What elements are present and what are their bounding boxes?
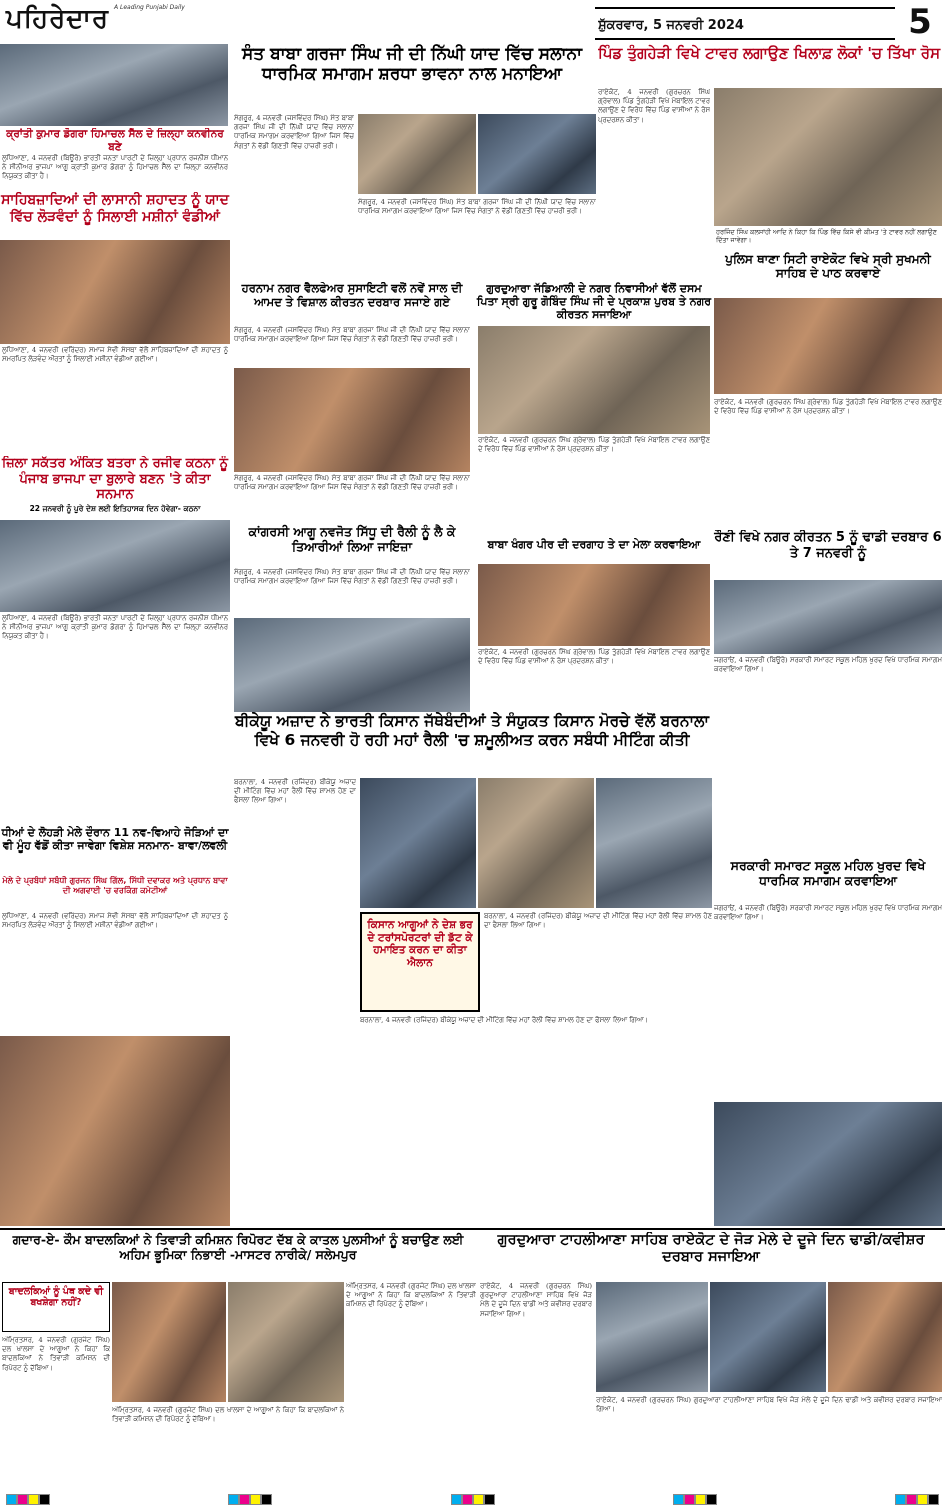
photo-tower-protest — [714, 88, 942, 226]
cmyk-swatch — [261, 1494, 272, 1505]
article-nagar-kirtan: ਰਾਏਕੋਟ, 4 ਜਨਵਰੀ (ਗੁਰਚਰਨ ਸਿੰਘ ਗ੍ਰੇਵਾਲ) ਪਿੰਡ ਤੁੰਗਹੇੜੀ ਵਿਖੇ ਮੋਬਾਇਲ ਟਾਵਰ ਲਗਾਉਣ ਦੇ ਵਿਰੋਧ ਵਿੱਚ ਪਿੰਡ ਵਾਸੀਆਂ ਨੇ ਰੋਸ ਪ੍ਰਦਰਸ਼ਨ ਕੀਤਾ। — [478, 436, 710, 454]
article-tiwari-right: ਅੰਮ੍ਰਿਤਸਰ, 4 ਜਨਵਰੀ (ਗੁਰਜੰਟ ਸਿੰਘ) ਦਲ ਖਾਲਸਾ ਦੇ ਆਗੂਆਂ ਨੇ ਕਿਹਾ ਕਿ ਬਾਦਲਕਿਆਂ ਨੇ ਤਿਵਾੜੀ ਕਮਿਸ਼ਨ ਦੀ ਰਿਪੋਰਟ ਨੂੰ ਦੱਬਿਆ। — [346, 1282, 476, 1309]
photo-garja-samagam-1 — [358, 114, 476, 194]
headline-left-4: ਧੀਆਂ ਦੇ ਲੋਹੜੀ ਮੇਲੇ ਦੌਰਾਨ 11 ਨਵ-ਵਿਆਹੇ ਜੋੜਿਆਂ ਦਾ ਵੀ ਮੂੰਹ ਵੱਡੋਂ ਕੀਤਾ ਜਾਵੇਗਾ ਵਿਸ਼ੇਸ਼ ਸਨਮਾਨ- ਬਾਵਾ/ਲਵਲੀ — [1, 826, 229, 853]
article-sukhmani: ਰਾਏਕੋਟ, 4 ਜਨਵਰੀ (ਗੁਰਚਰਨ ਸਿੰਘ ਗ੍ਰੇਵਾਲ) ਪਿੰਡ ਤੁੰਗਹੇੜੀ ਵਿਖੇ ਮੋਬਾਇਲ ਟਾਵਰ ਲਗਾਉਣ ਦੇ ਵਿਰੋਧ ਵਿੱਚ ਪਿੰਡ ਵਾਸੀਆਂ ਨੇ ਰੋਸ ਪ੍ਰਦਰਸ਼ਨ ਕੀਤਾ। — [714, 398, 942, 416]
photo-sewing-machines — [0, 240, 230, 344]
headline-mid-1: ਹਰਨਾਮ ਨਗਰ ਵੈਲਫੇਅਰ ਸੁਸਾਇਟੀ ਵਲੋਂ ਨਵੇਂ ਸਾਲ ਦੀ ਆਮਦ ਤੇ ਵਿਸ਼ਾਲ ਕੀਰਤਨ ਦਰਬਾਰ ਸਜਾਏ ਗਏ — [241, 282, 463, 309]
photo-dogra-group — [0, 44, 228, 126]
article-tiwari-cont: ਅੰਮ੍ਰਿਤਸਰ, 4 ਜਨਵਰੀ (ਗੁਰਜੰਟ ਸਿੰਘ) ਦਲ ਖਾਲਸਾ ਦੇ ਆਗੂਆਂ ਨੇ ਕਿਹਾ ਕਿ ਬਾਦਲਕਿਆਂ ਨੇ ਤਿਵਾੜੀ ਕਮਿਸ਼ਨ ਦੀ ਰਿਪੋਰਟ ਨੂੰ ਦੱਬਿਆ। — [112, 1406, 344, 1424]
cmyk-swatch — [684, 1494, 695, 1505]
photo-sidhu-rally — [234, 618, 470, 712]
photo-dhadi-darbar-2 — [710, 1282, 826, 1392]
cmyk-mark — [673, 1494, 717, 1505]
cmyk-swatch — [917, 1494, 928, 1505]
headline-mid-4: ਬਾਬਾ ਖੰਗਰ ਪੀਰ ਦੀ ਦਰਗਾਹ ਤੇ ਦਾ ਮੇਲਾ ਕਰਵਾਇਆ — [487, 538, 701, 551]
photo-garja-samagam-2 — [478, 114, 596, 194]
headline-right-1: ਪੁਲਿਸ ਥਾਣਾ ਸਿਟੀ ਰਾਏਕੋਟ ਵਿਖੇ ਸ੍ਰੀ ਸੁਖਮਨੀ ਸਾਹਿਬ ਦੇ ਪਾਠ ਕਰਵਾਏ — [725, 252, 931, 281]
headline-left-3-sub: 22 ਜਨਵਰੀ ਨੂੰ ਪੂਰੇ ਦੇਸ਼ ਲਈ ਇਤਿਹਾਸਕ ਦਿਨ ਹੋਵੇਗਾ- ਕਠਨਾ — [29, 504, 201, 513]
cmyk-mark — [228, 1494, 272, 1505]
cmyk-registration-strip — [0, 1494, 945, 1507]
headline-right-3: ਸਰਕਾਰੀ ਸਮਾਰਟ ਸਕੂਲ ਮਹਿਲ ਖੁਰਦ ਵਿਖੇ ਧਾਰਮਿਕ ਸਮਾਗਮ ਕਰਵਾਇਆ — [730, 858, 926, 888]
masthead-rule-bottom — [595, 38, 895, 40]
cmyk-mark — [451, 1494, 495, 1505]
photo-bkyu-meeting-2 — [478, 778, 594, 908]
cmyk-swatch — [673, 1494, 684, 1505]
photo-dhadi-darbar-1 — [596, 1282, 708, 1392]
cmyk-swatch — [228, 1494, 239, 1505]
article-tiwari-commission: ਅੰਮ੍ਰਿਤਸਰ, 4 ਜਨਵਰੀ (ਗੁਰਜੰਟ ਸਿੰਘ) ਦਲ ਖਾਲਸਾ ਦੇ ਆਗੂਆਂ ਨੇ ਕਿਹਾ ਕਿ ਬਾਦਲਕਿਆਂ ਨੇ ਤਿਵਾੜੀ ਕਮਿਸ਼ਨ ਦੀ ਰਿਪੋਰਟ ਨੂੰ ਦੱਬਿਆ। — [2, 1336, 110, 1372]
article-sewing: ਲੁਧਿਆਣਾ, 4 ਜਨਵਰੀ (ਵਰਿੰਦਰ) ਸਮਾਜ ਸੇਵੀ ਸੰਸਥਾ ਵੱਲੋਂ ਸਾਹਿਬਜ਼ਾਦਿਆਂ ਦੀ ਸ਼ਹਾਦਤ ਨੂੰ ਸਮਰਪਿਤ ਲੋੜਵੰਦ ਔਰਤਾਂ ਨੂੰ ਸਿਲਾਈ ਮਸ਼ੀਨਾਂ ਵੰਡੀਆਂ ਗਈਆਂ। — [2, 346, 228, 364]
cmyk-swatch — [451, 1494, 462, 1505]
article-lohri: ਲੁਧਿਆਣਾ, 4 ਜਨਵਰੀ (ਵਰਿੰਦਰ) ਸਮਾਜ ਸੇਵੀ ਸੰਸਥਾ ਵੱਲੋਂ ਸਾਹਿਬਜ਼ਾਦਿਆਂ ਦੀ ਸ਼ਹਾਦਤ ਨੂੰ ਸਮਰਪਿਤ ਲੋੜਵੰਦ ਔਰਤਾਂ ਨੂੰ ਸਿਲਾਈ ਮਸ਼ੀਨਾਂ ਵੰਡੀਆਂ ਗਈਆਂ। — [2, 912, 228, 930]
article-harnam-cont: ਸੰਗਰੂਰ, 4 ਜਨਵਰੀ (ਜਸਵਿੰਦਰ ਸਿੰਘ) ਸੰਤ ਬਾਬਾ ਗਰਜਾ ਸਿੰਘ ਜੀ ਦੀ ਨਿੱਘੀ ਯਾਦ ਵਿੱਚ ਸਲਾਨਾ ਧਾਰਮਿਕ ਸਮਾਗਮ ਕਰਵਾਇਆ ਗਿਆ ਜਿਸ ਵਿੱਚ ਸੰਗਤਾਂ ਨੇ ਵੱਡੀ ਗਿਣਤੀ ਵਿੱਚ ਹਾਜ਼ਰੀ ਭਰੀ। — [234, 474, 470, 492]
article-tower-protest: ਰਾਏਕੋਟ, 4 ਜਨਵਰੀ (ਗੁਰਚਰਨ ਸਿੰਘ ਗ੍ਰੇਵਾਲ) ਪਿੰਡ ਤੁੰਗਹੇੜੀ ਵਿਖੇ ਮੋਬਾਇਲ ਟਾਵਰ ਲਗਾਉਣ ਦੇ ਵਿਰੋਧ ਵਿੱਚ ਪਿੰਡ ਵਾਸੀਆਂ ਨੇ ਰੋਸ ਪ੍ਰਦਰਸ਼ਨ ਕੀਤਾ। — [598, 88, 710, 124]
cmyk-swatch — [250, 1494, 261, 1505]
article-dogra: ਲੁਧਿਆਣਾ, 4 ਜਨਵਰੀ (ਬਿਊਰੋ) ਭਾਰਤੀ ਜਨਤਾ ਪਾਰਟੀ ਦੇ ਜ਼ਿਲ੍ਹਾ ਪ੍ਰਧਾਨ ਰਜਨੀਸ਼ ਧੀਮਾਨ ਨੇ ਸੀਨੀਅਰ ਭਾਜਪਾ ਆਗੂ ਕ੍ਰਾਂਤੀ ਕੁਮਾਰ ਡੋਗਰਾ ਨੂੰ ਹਿਮਾਚਲ ਸੈੱਲ ਦਾ ਜ਼ਿਲ੍ਹਾ ਕਨਵੀਨਰ ਨਿਯੁਕਤ ਕੀਤਾ ਹੈ। — [2, 154, 228, 181]
highlight-box: ਕਿਸਾਨ ਆਗੂਆਂ ਨੇ ਦੇਸ਼ ਭਰ ਦੇ ਟਰਾਂਸਪੋਰਟਰਾਂ ਦੀ ਡੱਟ ਕੇ ਹਮਾਇਤ ਕਰਨ ਦਾ ਕੀਤਾ ਐਲਾਨ — [360, 912, 480, 1012]
article-rauni: ਜਗਰਾਓਂ, 4 ਜਨਵਰੀ (ਬਿਊਰੋ) ਸਰਕਾਰੀ ਸਮਾਰਟ ਸਕੂਲ ਮਹਿਲ ਖੁਰਦ ਵਿਖੇ ਧਾਰਮਿਕ ਸਮਾਗਮ ਕਰਵਾਇਆ ਗਿਆ। — [714, 656, 942, 674]
article-garja-singh: ਸੰਗਰੂਰ, 4 ਜਨਵਰੀ (ਜਸਵਿੰਦਰ ਸਿੰਘ) ਸੰਤ ਬਾਬਾ ਗਰਜਾ ਸਿੰਘ ਜੀ ਦੀ ਨਿੱਘੀ ਯਾਦ ਵਿੱਚ ਸਲਾਨਾ ਧਾਰਮਿਕ ਸਮਾਗਮ ਕਰਵਾਇਆ ਗਿਆ ਜਿਸ ਵਿੱਚ ਸੰਗਤਾਂ ਨੇ ਵੱਡੀ ਗਿਣਤੀ ਵਿੱਚ ਹਾਜ਼ਰੀ ਭਰੀ। — [234, 114, 354, 150]
article-harnam-nagar: ਸੰਗਰੂਰ, 4 ਜਨਵਰੀ (ਜਸਵਿੰਦਰ ਸਿੰਘ) ਸੰਤ ਬਾਬਾ ਗਰਜਾ ਸਿੰਘ ਜੀ ਦੀ ਨਿੱਘੀ ਯਾਦ ਵਿੱਚ ਸਲਾਨਾ ਧਾਰਮਿਕ ਸਮਾਗਮ ਕਰਵਾਇਆ ਗਿਆ ਜਿਸ ਵਿੱਚ ਸੰਗਤਾਂ ਨੇ ਵੱਡੀ ਗਿਣਤੀ ਵਿੱਚ ਹਾਜ਼ਰੀ ਭਰੀ। — [234, 326, 470, 344]
headline-top-right: ਪਿੰਡ ਤੁੰਗਹੇੜੀ ਵਿਖੇ ਟਾਵਰ ਲਗਾਉਣ ਖਿਲਾਫ਼ ਲੋਕਾਂ 'ਚ ਤਿੱਖਾ ਰੋਸ — [598, 44, 941, 62]
cmyk-swatch — [239, 1494, 250, 1505]
headline-right-2: ਰੌਣੀ ਵਿਖੇ ਨਗਰ ਕੀਰਤਨ 5 ਨੂੰ ਢਾਡੀ ਦਰਬਾਰ 6 ਤੇ 7 ਜਨਵਰੀ ਨੂੰ — [714, 530, 942, 561]
article-tahliana: ਰਾਏਕੋਟ, 4 ਜਨਵਰੀ (ਗੁਰਚਰਨ ਸਿੰਘ) ਗੁਰਦੁਆਰਾ ਟਾਹਲੀਆਣਾ ਸਾਹਿਬ ਵਿਖੇ ਜੋੜ ਮੇਲੇ ਦੇ ਦੂਜੇ ਦਿਨ ਢਾਡੀ ਅਤੇ ਕਵੀਸ਼ਰ ਦਰਬਾਰ ਸਜਾਇਆ ਗਿਆ। — [480, 1282, 592, 1318]
photo-rauni-kirtan — [714, 580, 942, 654]
page-number: 5 — [908, 2, 932, 42]
headline-mid-3: ਕਾਂਗਰਸੀ ਆਗੂ ਨਵਜੋਤ ਸਿੱਧੂ ਦੀ ਰੈਲੀ ਨੂੰ ਲੈ ਕੇ ਤਿਆਰੀਆਂ ਲਿਆ ਜਾਇਜ਼ਾ — [248, 524, 456, 554]
photo-school-samagam — [714, 1102, 942, 1226]
cmyk-swatch — [706, 1494, 717, 1505]
photo-lohri-mela — [0, 1036, 230, 1226]
photo-bkyu-meeting-3 — [596, 778, 712, 908]
bottom-left-subbox: ਬਾਦਲਕਿਆਂ ਨੂੰ ਪੰਥ ਕਦੇ ਵੀ ਬਖਸ਼ੇਗਾ ਨਹੀਂ? — [2, 1282, 110, 1332]
photo-bkyu-meeting-1 — [360, 778, 476, 908]
headline-left-3: ਜ਼ਿਲਾ ਸਕੱਤਰ ਅੰਕਿਤ ਬਤਰਾ ਨੇ ਰਜੀਵ ਕਠਨਾ ਨੂੰ ਪੰਜਾਬ ਭਾਜਪਾ ਦਾ ਬੁਲਾਰੇ ਬਣਨ 'ਤੇ ਕੀਤਾ ਸਨਮਾਨ — [2, 456, 228, 502]
cmyk-swatch — [484, 1494, 495, 1505]
article-khangar-peer: ਰਾਏਕੋਟ, 4 ਜਨਵਰੀ (ਗੁਰਚਰਨ ਸਿੰਘ ਗ੍ਰੇਵਾਲ) ਪਿੰਡ ਤੁੰਗਹੇੜੀ ਵਿਖੇ ਮੋਬਾਇਲ ਟਾਵਰ ਲਗਾਉਣ ਦੇ ਵਿਰੋਧ ਵਿੱਚ ਪਿੰਡ ਵਾਸੀਆਂ ਨੇ ਰੋਸ ਪ੍ਰਦਰਸ਼ਨ ਕੀਤਾ। — [478, 648, 710, 666]
headline-bottom-left: ਗਦਾਰ-ਏ- ਕੌਮ ਬਾਦਲਕਿਆਂ ਨੇ ਤਿਵਾੜੀ ਕਮਿਸ਼ਨ ਰਿਪੋਰਟ ਦੱਬ ਕੇ ਕਾਤਲ ਪੁਲਸੀਆਂ ਨੂੰ ਬਚਾਉਣ ਲਈ ਅਹਿਮ ਭੂਮਿਕਾ ਨਿਭਾਈ -ਮਾਸਟਰ ਨਾਰੀਕੇ/ ਸਲੇਮਪੁਰ — [12, 1232, 464, 1262]
headline-left-1: ਕ੍ਰਾਂਤੀ ਕੁਮਾਰ ਡੋਗਰਾ ਹਿਮਾਚਲ ਸੈੱਲ ਦੇ ਜ਼ਿਲ੍ਹਾ ਕਨਵੀਨਰ ਬਣੇ — [6, 128, 224, 152]
article-garja-cont: ਸੰਗਰੂਰ, 4 ਜਨਵਰੀ (ਜਸਵਿੰਦਰ ਸਿੰਘ) ਸੰਤ ਬਾਬਾ ਗਰਜਾ ਸਿੰਘ ਜੀ ਦੀ ਨਿੱਘੀ ਯਾਦ ਵਿੱਚ ਸਲਾਨਾ ਧਾਰਮਿਕ ਸਮਾਗਮ ਕਰਵਾਇਆ ਗਿਆ ਜਿਸ ਵਿੱਚ ਸੰਗਤਾਂ ਨੇ ਵੱਡੀ ਗਿਣਤੀ ਵਿੱਚ ਹਾਜ਼ਰੀ ਭਰੀ। — [358, 198, 596, 216]
cmyk-swatch — [473, 1494, 484, 1505]
issue-date: ਸ਼ੁੱਕਰਵਾਰ, 5 ਜਨਵਰੀ 2024 — [598, 18, 744, 33]
newspaper-title: ਪਹਿਰੇਦਾਰ — [6, 4, 109, 34]
bottom-section-rule — [0, 1228, 945, 1230]
photo-kathna-honour — [0, 520, 230, 612]
headline-bottom-right: ਗੁਰਦੁਆਰਾ ਟਾਹਲੀਆਣਾ ਸਾਹਿਬ ਰਾਏਕੋਟ ਦੇ ਜੋੜ ਮੇਲੇ ਦੇ ਦੂਜੇ ਦਿਨ ਢਾਡੀ/ਕਵੀਸ਼ਰ ਦਰਬਾਰ ਸਜਾਇਆ — [497, 1232, 925, 1266]
cmyk-swatch — [17, 1494, 28, 1505]
article-bkyu-cont: ਬਰਨਾਲਾ, 4 ਜਨਵਰੀ (ਰਜਿੰਦਰ) ਬੀਕੇਯੂ ਅਜ਼ਾਦ ਦੀ ਮੀਟਿੰਗ ਵਿੱਚ ਮਹਾਂ ਰੈਲੀ ਵਿੱਚ ਸ਼ਾਮਲ ਹੋਣ ਦਾ ਫੈਸਲਾ ਲਿਆ ਗਿਆ। — [484, 912, 712, 930]
cmyk-swatch — [462, 1494, 473, 1505]
photo-nagar-kirtan — [478, 326, 710, 434]
article-bkyu: ਬਰਨਾਲਾ, 4 ਜਨਵਰੀ (ਰਜਿੰਦਰ) ਬੀਕੇਯੂ ਅਜ਼ਾਦ ਦੀ ਮੀਟਿੰਗ ਵਿੱਚ ਮਹਾਂ ਰੈਲੀ ਵਿੱਚ ਸ਼ਾਮਲ ਹੋਣ ਦਾ ਫੈਸਲਾ ਲਿਆ ਗਿਆ। — [234, 778, 356, 805]
article-kathna: ਲੁਧਿਆਣਾ, 4 ਜਨਵਰੀ (ਬਿਊਰੋ) ਭਾਰਤੀ ਜਨਤਾ ਪਾਰਟੀ ਦੇ ਜ਼ਿਲ੍ਹਾ ਪ੍ਰਧਾਨ ਰਜਨੀਸ਼ ਧੀਮਾਨ ਨੇ ਸੀਨੀਅਰ ਭਾਜਪਾ ਆਗੂ ਕ੍ਰਾਂਤੀ ਕੁਮਾਰ ਡੋਗਰਾ ਨੂੰ ਹਿਮਾਚਲ ਸੈੱਲ ਦਾ ਜ਼ਿਲ੍ਹਾ ਕਨਵੀਨਰ ਨਿਯੁਕਤ ਕੀਤਾ ਹੈ। — [2, 614, 228, 641]
headline-left-2: ਸਾਹਿਬਜ਼ਾਦਿਆਂ ਦੀ ਲਾਸਾਨੀ ਸ਼ਹਾਦਤ ਨੂੰ ਯਾਦ ਵਿੱਚ ਲੋੜਵੰਦਾਂ ਨੂੰ ਸਿਲਾਈ ਮਸ਼ੀਨਾਂ ਵੰਡੀਆਂ — [1, 192, 229, 225]
article-school: ਜਗਰਾਓਂ, 4 ਜਨਵਰੀ (ਬਿਊਰੋ) ਸਰਕਾਰੀ ਸਮਾਰਟ ਸਕੂਲ ਮਹਿਲ ਖੁਰਦ ਵਿਖੇ ਧਾਰਮਿਕ ਸਮਾਗਮ ਕਰਵਾਇਆ ਗਿਆ। — [714, 904, 942, 922]
headline-big-mid: ਬੀਕੇਯੂ ਅਜ਼ਾਦ ਨੇ ਭਾਰਤੀ ਕਿਸਾਨ ਜੱਥੇਬੰਦੀਆਂ ਤੇ ਸੰਯੁਕਤ ਕਿਸਾਨ ਮੋਰਚੇ ਵੱਲੋਂ ਬਰਨਾਲਾ ਵਿਖੇ 6 ਜਨਵਰੀ ਹੋ ਰਹੀ ਮਹਾਂ ਰੈਲੀ 'ਚ ਸ਼ਮੂਲੀਅਤ ਕਰਨ ਸਬੰਧੀ ਮੀਟਿੰਗ ਕੀਤੀ — [235, 712, 709, 749]
photo-sukhmani-path — [714, 298, 942, 394]
masthead-logo — [0, 2, 230, 44]
headline-left-4-sub: ਮੇਲੇ ਦੇ ਪ੍ਰਬੰਧਾਂ ਸਬੰਧੀ ਗੁਰਜਨ ਸਿੰਘ ਗਿੱਲ, ਸਿੱਧੀ ਦਵਾਕਰ ਅਤੇ ਪ੍ਰਧਾਨ ਬਾਵਾ ਦੀ ਅਗਵਾਈ 'ਚ ਵਰਕਿੰਗ ਕਮੇਟੀਆਂ — [2, 876, 228, 895]
newspaper-tagline: A Leading Punjabi Daily — [114, 4, 185, 11]
photo-khangar-peer — [478, 564, 710, 646]
photo-salempur — [228, 1282, 344, 1402]
photo-kirtan-darbar — [234, 368, 470, 472]
masthead-rule — [595, 7, 895, 9]
caption-tower-protest: ਹਰਜਿੰਦ ਸਿੰਘ ਕਲਸਾਂਹੀ ਆਦਿ ਨੇ ਕਿਹਾ ਕਿ ਪਿੰਡ ਵਿੱਚ ਕਿਸੇ ਵੀ ਕੀਮਤ 'ਤੇ ਟਾਵਰ ਨਹੀਂ ਲਗਾਉਣ ਦਿੱਤਾ ਜਾਵੇਗਾ। — [716, 228, 937, 245]
photo-master-narike — [112, 1282, 226, 1402]
masthead-date — [598, 14, 878, 36]
photo-dhadi-darbar-3 — [828, 1282, 942, 1392]
cmyk-swatch — [28, 1494, 39, 1505]
headline-mid-2: ਗੁਰਦੁਆਰਾ ਜੱਡਿਆਲੀ ਦੇ ਨਗਰ ਨਿਵਾਸੀਆਂ ਵੱਲੋਂ ਦਸਮ ਪਿਤਾ ਸ੍ਰੀ ਗੁਰੂ ਗੋਬਿੰਦ ਸਿੰਘ ਜੀ ਦੇ ਪ੍ਰਕਾਸ਼ ਪੁਰਬ ਤੇ ਨਗਰ ਕੀਰਤਨ ਸਜਾਇਆ — [476, 282, 712, 322]
article-sidhu-rally: ਸੰਗਰੂਰ, 4 ਜਨਵਰੀ (ਜਸਵਿੰਦਰ ਸਿੰਘ) ਸੰਤ ਬਾਬਾ ਗਰਜਾ ਸਿੰਘ ਜੀ ਦੀ ਨਿੱਘੀ ਯਾਦ ਵਿੱਚ ਸਲਾਨਾ ਧਾਰਮਿਕ ਸਮਾਗਮ ਕਰਵਾਇਆ ਗਿਆ ਜਿਸ ਵਿੱਚ ਸੰਗਤਾਂ ਨੇ ਵੱਡੀ ਗਿਣਤੀ ਵਿੱਚ ਹਾਜ਼ਰੀ ਭਰੀ। — [234, 568, 470, 586]
cmyk-swatch — [6, 1494, 17, 1505]
cmyk-mark — [6, 1494, 50, 1505]
article-tahliana-cont: ਰਾਏਕੋਟ, 4 ਜਨਵਰੀ (ਗੁਰਚਰਨ ਸਿੰਘ) ਗੁਰਦੁਆਰਾ ਟਾਹਲੀਆਣਾ ਸਾਹਿਬ ਵਿਖੇ ਜੋੜ ਮੇਲੇ ਦੇ ਦੂਜੇ ਦਿਨ ਢਾਡੀ ਅਤੇ ਕਵੀਸ਼ਰ ਦਰਬਾਰ ਸਜਾਇਆ ਗਿਆ। — [596, 1396, 942, 1414]
cmyk-swatch — [39, 1494, 50, 1505]
cmyk-swatch — [906, 1494, 917, 1505]
cmyk-swatch — [695, 1494, 706, 1505]
headline-top-center: ਸੰਤ ਬਾਬਾ ਗਰਜਾ ਸਿੰਘ ਜੀ ਦੀ ਨਿੱਘੀ ਯਾਦ ਵਿੱਚ ਸਲਾਨਾ ਧਾਰਮਿਕ ਸਮਾਗਮ ਸ਼ਰਧਾ ਭਾਵਨਾ ਨਾਲ ਮਨਾਇਆ — [242, 44, 582, 85]
cmyk-swatch — [928, 1494, 939, 1505]
article-bkyu-end: ਬਰਨਾਲਾ, 4 ਜਨਵਰੀ (ਰਜਿੰਦਰ) ਬੀਕੇਯੂ ਅਜ਼ਾਦ ਦੀ ਮੀਟਿੰਗ ਵਿੱਚ ਮਹਾਂ ਰੈਲੀ ਵਿੱਚ ਸ਼ਾਮਲ ਹੋਣ ਦਾ ਫੈਸਲਾ ਲਿਆ ਗਿਆ। — [360, 1016, 649, 1024]
cmyk-swatch — [895, 1494, 906, 1505]
cmyk-mark — [895, 1494, 939, 1505]
